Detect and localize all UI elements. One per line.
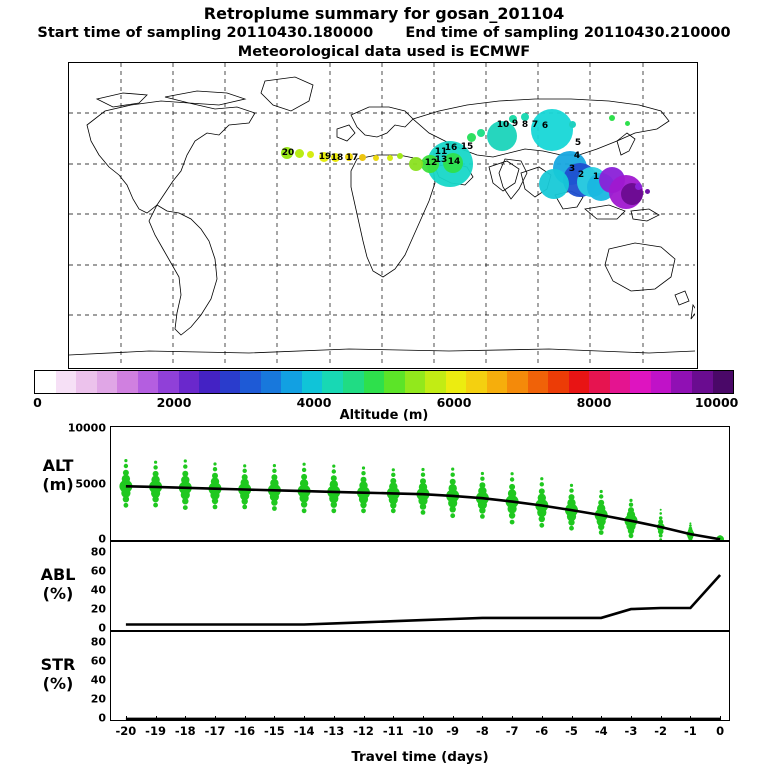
map-label: 18	[330, 153, 344, 163]
xtick: -14	[293, 724, 315, 738]
alt-scatter-point	[570, 484, 573, 487]
start-time-label: Start time of sampling 20110430.180000	[37, 25, 374, 41]
plume-point	[397, 153, 403, 159]
colorbar-segment	[528, 371, 549, 393]
alt-scatter-point	[598, 500, 604, 506]
abl-plot-svg	[111, 542, 729, 630]
colorbar-segment	[343, 371, 364, 393]
plume-point	[359, 154, 366, 161]
xtick-mark	[661, 716, 662, 721]
alt-scatter-point	[122, 475, 130, 483]
colorbar-segment	[384, 371, 405, 393]
alt-scatter-point	[181, 476, 189, 484]
alt-scatter-point	[330, 480, 338, 488]
ytick: 20	[90, 692, 106, 706]
alt-scatter-point	[213, 505, 218, 510]
alt-scatter-point	[481, 472, 484, 475]
alt-scatter-point	[599, 530, 604, 535]
alt-scatter-point	[153, 471, 159, 477]
alt-scatter-point	[659, 512, 662, 515]
xtick: -4	[594, 724, 608, 738]
plume-blob	[409, 157, 423, 171]
colorbar-segment	[76, 371, 97, 393]
alt-scatter-point	[331, 502, 337, 508]
alt-scatter-point	[451, 473, 455, 477]
xtick: -12	[353, 724, 374, 738]
alt-scatter-point	[183, 464, 187, 468]
alt-scatter-point	[600, 490, 603, 493]
xtick-mark	[334, 716, 335, 721]
xtick: -20	[115, 724, 137, 738]
xtick-mark	[274, 716, 275, 721]
alt-scatter-point	[271, 474, 277, 480]
colorbar-segment	[364, 371, 385, 393]
alt-scatter-point	[569, 488, 573, 492]
map-label: 6	[541, 121, 549, 131]
colorbar-tick: 4000	[296, 395, 332, 410]
xtick: -17	[204, 724, 226, 738]
colorbar-tick: 10000	[694, 395, 739, 410]
xtick: 0	[716, 724, 725, 738]
alt-scatter-point	[391, 508, 396, 513]
colorbar-segment	[179, 371, 200, 393]
alt-scatter-point	[421, 468, 424, 471]
alt-scatter-point	[183, 505, 188, 510]
alt-scatter-point	[154, 461, 157, 464]
plume-point	[569, 121, 576, 128]
colorbar-segment	[507, 371, 528, 393]
xtick: -15	[264, 724, 285, 738]
alt-scatter-point	[124, 503, 129, 508]
plume-point	[625, 121, 630, 126]
colorbar-segment	[466, 371, 487, 393]
colorbar-segment	[713, 371, 734, 393]
alt-scatter-point	[153, 465, 157, 469]
xtick-mark	[245, 716, 246, 721]
xtick: -9	[446, 724, 460, 738]
map-label: 10	[496, 120, 510, 130]
colorbar-segment	[569, 371, 590, 393]
map-label: 11	[434, 147, 448, 157]
alt-scatter-point	[184, 459, 187, 462]
world-map-panel	[68, 62, 698, 369]
colorbar-segment	[220, 371, 241, 393]
alt-scatter-point	[689, 522, 691, 524]
alt-scatter-point	[660, 509, 662, 511]
alt-scatter-point	[182, 471, 188, 477]
ytick: 80	[90, 635, 106, 649]
ytick: 40	[90, 583, 106, 597]
colorbar-tick: 0	[33, 395, 42, 410]
alt-scatter-point	[449, 484, 457, 492]
xtick-mark	[572, 716, 573, 721]
xtick-mark	[126, 716, 127, 721]
alt-scatter-point	[273, 464, 276, 467]
xtick-mark	[482, 716, 483, 721]
plume-point	[609, 115, 615, 121]
alt-scatter-point	[361, 477, 367, 483]
colorbar-tick: 2000	[156, 395, 192, 410]
plume-point	[645, 189, 650, 194]
header-block	[0, 0, 768, 62]
alt-scatter-point	[480, 477, 484, 481]
xtick-mark	[393, 716, 394, 721]
alt-scatter-point	[599, 494, 603, 498]
colorbar-segment	[446, 371, 467, 393]
ytick: 60	[90, 654, 106, 668]
plume-point	[295, 149, 304, 158]
xtick: -6	[535, 724, 549, 738]
alt-scatter-point	[508, 504, 517, 513]
alt-scatter-point	[539, 523, 544, 528]
alt-scatter-point	[212, 473, 218, 479]
alt-scatter-point	[182, 498, 188, 504]
colorbar-segment	[405, 371, 426, 393]
map-label: 9	[511, 119, 519, 129]
colorbar-segment	[199, 371, 220, 393]
alt-plot-svg	[111, 427, 729, 540]
map-label: 7	[531, 120, 539, 130]
ytick: 60	[90, 564, 106, 578]
alt-scatter-point	[390, 478, 396, 484]
xtick: -13	[323, 724, 345, 738]
colorbar-segment	[630, 371, 651, 393]
map-label: 17	[345, 153, 359, 163]
xtick: -11	[382, 724, 404, 738]
colorbar-segment	[487, 371, 508, 393]
alt-scatter-point	[360, 502, 366, 508]
alt-scatter-point	[332, 469, 336, 473]
alt-scatter-point	[303, 463, 306, 466]
alt-scatter-point	[510, 477, 514, 481]
colorbar-segment	[589, 371, 610, 393]
str-label-line1: STR	[40, 655, 76, 674]
page-title: Retroplume summary for gosan_201104	[203, 4, 565, 23]
alt-scatter-point	[123, 470, 129, 476]
plume-point	[387, 155, 393, 161]
colorbar-segment	[35, 371, 56, 393]
retroplume-particles	[69, 63, 697, 368]
alt-scatter-point	[301, 501, 307, 507]
alt-scatter-point	[272, 469, 276, 473]
map-label: 2	[577, 170, 585, 180]
alt-scatter-point	[628, 507, 634, 513]
alt-scatter-point	[629, 499, 632, 502]
xtick: -1	[683, 724, 697, 738]
alt-scatter-point	[421, 510, 426, 515]
alt-scatter-point	[539, 488, 545, 494]
xtick-mark	[453, 716, 454, 721]
ytick: 80	[90, 545, 106, 559]
alt-scatter-point	[361, 471, 365, 475]
alt-scatter-point	[301, 474, 307, 480]
alt-scatter-point	[362, 466, 365, 469]
alt-scatter-point	[629, 503, 633, 507]
xtick-mark	[601, 716, 602, 721]
alt-scatter-point	[659, 534, 663, 538]
plume-point	[467, 133, 476, 142]
colorbar-segment	[138, 371, 159, 393]
alt-scatter-point	[689, 527, 693, 531]
alt-scatter-point	[629, 533, 634, 538]
ytick: 20	[90, 602, 106, 616]
alt-scatter-point	[124, 459, 127, 462]
alt-scatter-point	[420, 478, 426, 484]
alt-scatter-point	[153, 503, 158, 508]
plume-blob	[531, 109, 573, 151]
xtick-mark	[720, 716, 721, 721]
xtick-mark	[423, 716, 424, 721]
map-label: 19	[318, 152, 332, 162]
alt-scatter-point	[511, 472, 514, 475]
ytick: 0	[98, 621, 106, 635]
plume-point	[373, 155, 379, 161]
colorbar-segment	[281, 371, 302, 393]
xtick-mark	[156, 716, 157, 721]
alt-scatter-point	[538, 494, 546, 502]
xtick-mark	[690, 716, 691, 721]
ytick: 40	[90, 673, 106, 687]
colorbar-segment	[117, 371, 138, 393]
map-label: 15	[460, 142, 474, 152]
met-data-label: Meteorological data used is ECMWF	[237, 44, 531, 60]
alt-scatter-point	[124, 464, 128, 468]
alt-scatter-point	[628, 528, 634, 534]
end-time-label: End time of sampling 20110430.210000	[405, 25, 731, 41]
alt-scatter-point	[332, 465, 335, 468]
map-label: 13	[434, 155, 448, 165]
alt-scatter-point	[568, 519, 574, 525]
xtick: -8	[476, 724, 489, 738]
xtick-mark	[512, 716, 513, 721]
x-axis-title: Travel time (days)	[351, 749, 489, 765]
map-label: 14	[447, 157, 461, 167]
xtick: -7	[505, 724, 519, 738]
map-label: 16	[444, 143, 458, 153]
alt-scatter-point	[508, 489, 516, 497]
xtick-mark	[631, 716, 632, 721]
alt-scatter-point	[509, 484, 515, 490]
alt-scatter-point	[392, 468, 395, 471]
alt-scatter-point	[391, 473, 395, 477]
colorbar	[33, 370, 739, 410]
alt-scatter-point	[658, 520, 663, 525]
map-label: 1	[592, 172, 600, 182]
plume-blob	[539, 169, 569, 199]
xtick: -2	[654, 724, 668, 738]
colorbar-strip	[34, 370, 734, 394]
alt-scatter-point	[331, 475, 337, 481]
xtick: -19	[145, 724, 166, 738]
xtick-mark	[304, 716, 305, 721]
plume-point	[635, 183, 642, 190]
colorbar-segment	[651, 371, 672, 393]
colorbar-label: Altitude (m)	[339, 408, 429, 423]
map-label: 12	[424, 158, 438, 168]
ytick: 0	[98, 532, 106, 546]
colorbar-tick: 6000	[436, 395, 472, 410]
xtick: -5	[565, 724, 578, 738]
colorbar-segment	[425, 371, 446, 393]
colorbar-segment	[692, 371, 713, 393]
ytick: 10000	[67, 421, 106, 435]
ytick: 5000	[75, 477, 106, 491]
xtick: -18	[174, 724, 196, 738]
alt-scatter-point	[540, 482, 544, 486]
alt-scatter-point	[450, 513, 455, 518]
alt-scatter-point	[509, 512, 515, 518]
xtick: -10	[412, 724, 434, 738]
colorbar-segment	[240, 371, 261, 393]
alt-scatter-point	[510, 520, 515, 525]
map-label: 4	[573, 151, 581, 161]
str-plot-svg	[111, 632, 729, 720]
alt-scatter-point	[479, 482, 485, 488]
colorbar-segment	[322, 371, 343, 393]
colorbar-segment	[261, 371, 282, 393]
alt-scatter-point	[212, 498, 218, 504]
alt-label-line1: ALT	[42, 456, 74, 475]
alt-scatter-point	[480, 514, 485, 519]
alt-scatter-point	[213, 467, 217, 471]
alt-scatter-point	[479, 507, 485, 513]
plume-point	[307, 151, 314, 158]
alt-scatter-point	[450, 479, 456, 485]
alt-scatter-point	[152, 496, 158, 502]
map-label: 20	[281, 148, 295, 158]
plume-point	[477, 129, 485, 137]
alt-scatter-point	[242, 498, 248, 504]
alt-scatter-point	[272, 506, 277, 511]
alt-scatter-point	[271, 499, 277, 505]
alt-scatter-point	[123, 496, 129, 502]
xtick: -16	[234, 724, 256, 738]
map-label: 5	[574, 138, 582, 148]
map-label: 8	[521, 120, 529, 130]
alt-scatter-point	[213, 462, 216, 465]
alt-scatter-point	[421, 473, 425, 477]
xtick: -3	[624, 724, 638, 738]
colorbar-segment	[671, 371, 692, 393]
alt-scatter-point	[243, 464, 246, 467]
abl-label-line1: ABL	[40, 565, 76, 584]
alt-scatter-point	[689, 524, 692, 527]
sampling-times	[0, 24, 768, 43]
alt-scatter-point	[540, 477, 543, 480]
ytick: 0	[98, 711, 106, 725]
alt-scatter-point	[569, 526, 574, 531]
colorbar-segment	[610, 371, 631, 393]
alt-scatter-point	[300, 479, 308, 487]
alt-label-line2: (m)	[42, 475, 74, 494]
map-label: 3	[568, 164, 576, 174]
xtick-mark	[364, 716, 365, 721]
str-plot-panel	[110, 631, 730, 721]
abl-label-line2: (%)	[42, 584, 74, 603]
colorbar-segment	[97, 371, 118, 393]
alt-scatter-point	[598, 524, 604, 530]
alt-scatter-point	[420, 503, 426, 509]
alt-scatter-point	[243, 469, 247, 473]
alt-scatter-point	[331, 508, 336, 513]
alt-scatter-point	[659, 516, 663, 520]
alt-scatter-point	[539, 516, 545, 522]
alt-scatter-point	[302, 468, 306, 472]
abl-plot-panel	[110, 541, 730, 631]
alt-scatter-point	[302, 508, 307, 513]
alt-scatter-point	[659, 538, 662, 540]
alt-scatter-point	[569, 494, 575, 500]
alt-scatter-point	[719, 535, 721, 537]
colorbar-segment	[158, 371, 179, 393]
colorbar-segment	[548, 371, 569, 393]
str-label-line2: (%)	[42, 674, 74, 693]
xtick-mark	[215, 716, 216, 721]
alt-scatter-point	[450, 506, 456, 512]
alt-scatter-point	[451, 468, 454, 471]
xtick-mark	[185, 716, 186, 721]
alt-scatter-point	[242, 474, 248, 480]
alt-scatter-point	[242, 505, 247, 510]
xtick-mark	[542, 716, 543, 721]
colorbar-segment	[56, 371, 77, 393]
alt-scatter-point	[390, 502, 396, 508]
colorbar-tick: 8000	[576, 395, 612, 410]
alt-plot-panel	[110, 426, 730, 541]
colorbar-segment	[302, 371, 323, 393]
alt-scatter-point	[658, 529, 664, 535]
alt-scatter-point	[361, 508, 366, 513]
